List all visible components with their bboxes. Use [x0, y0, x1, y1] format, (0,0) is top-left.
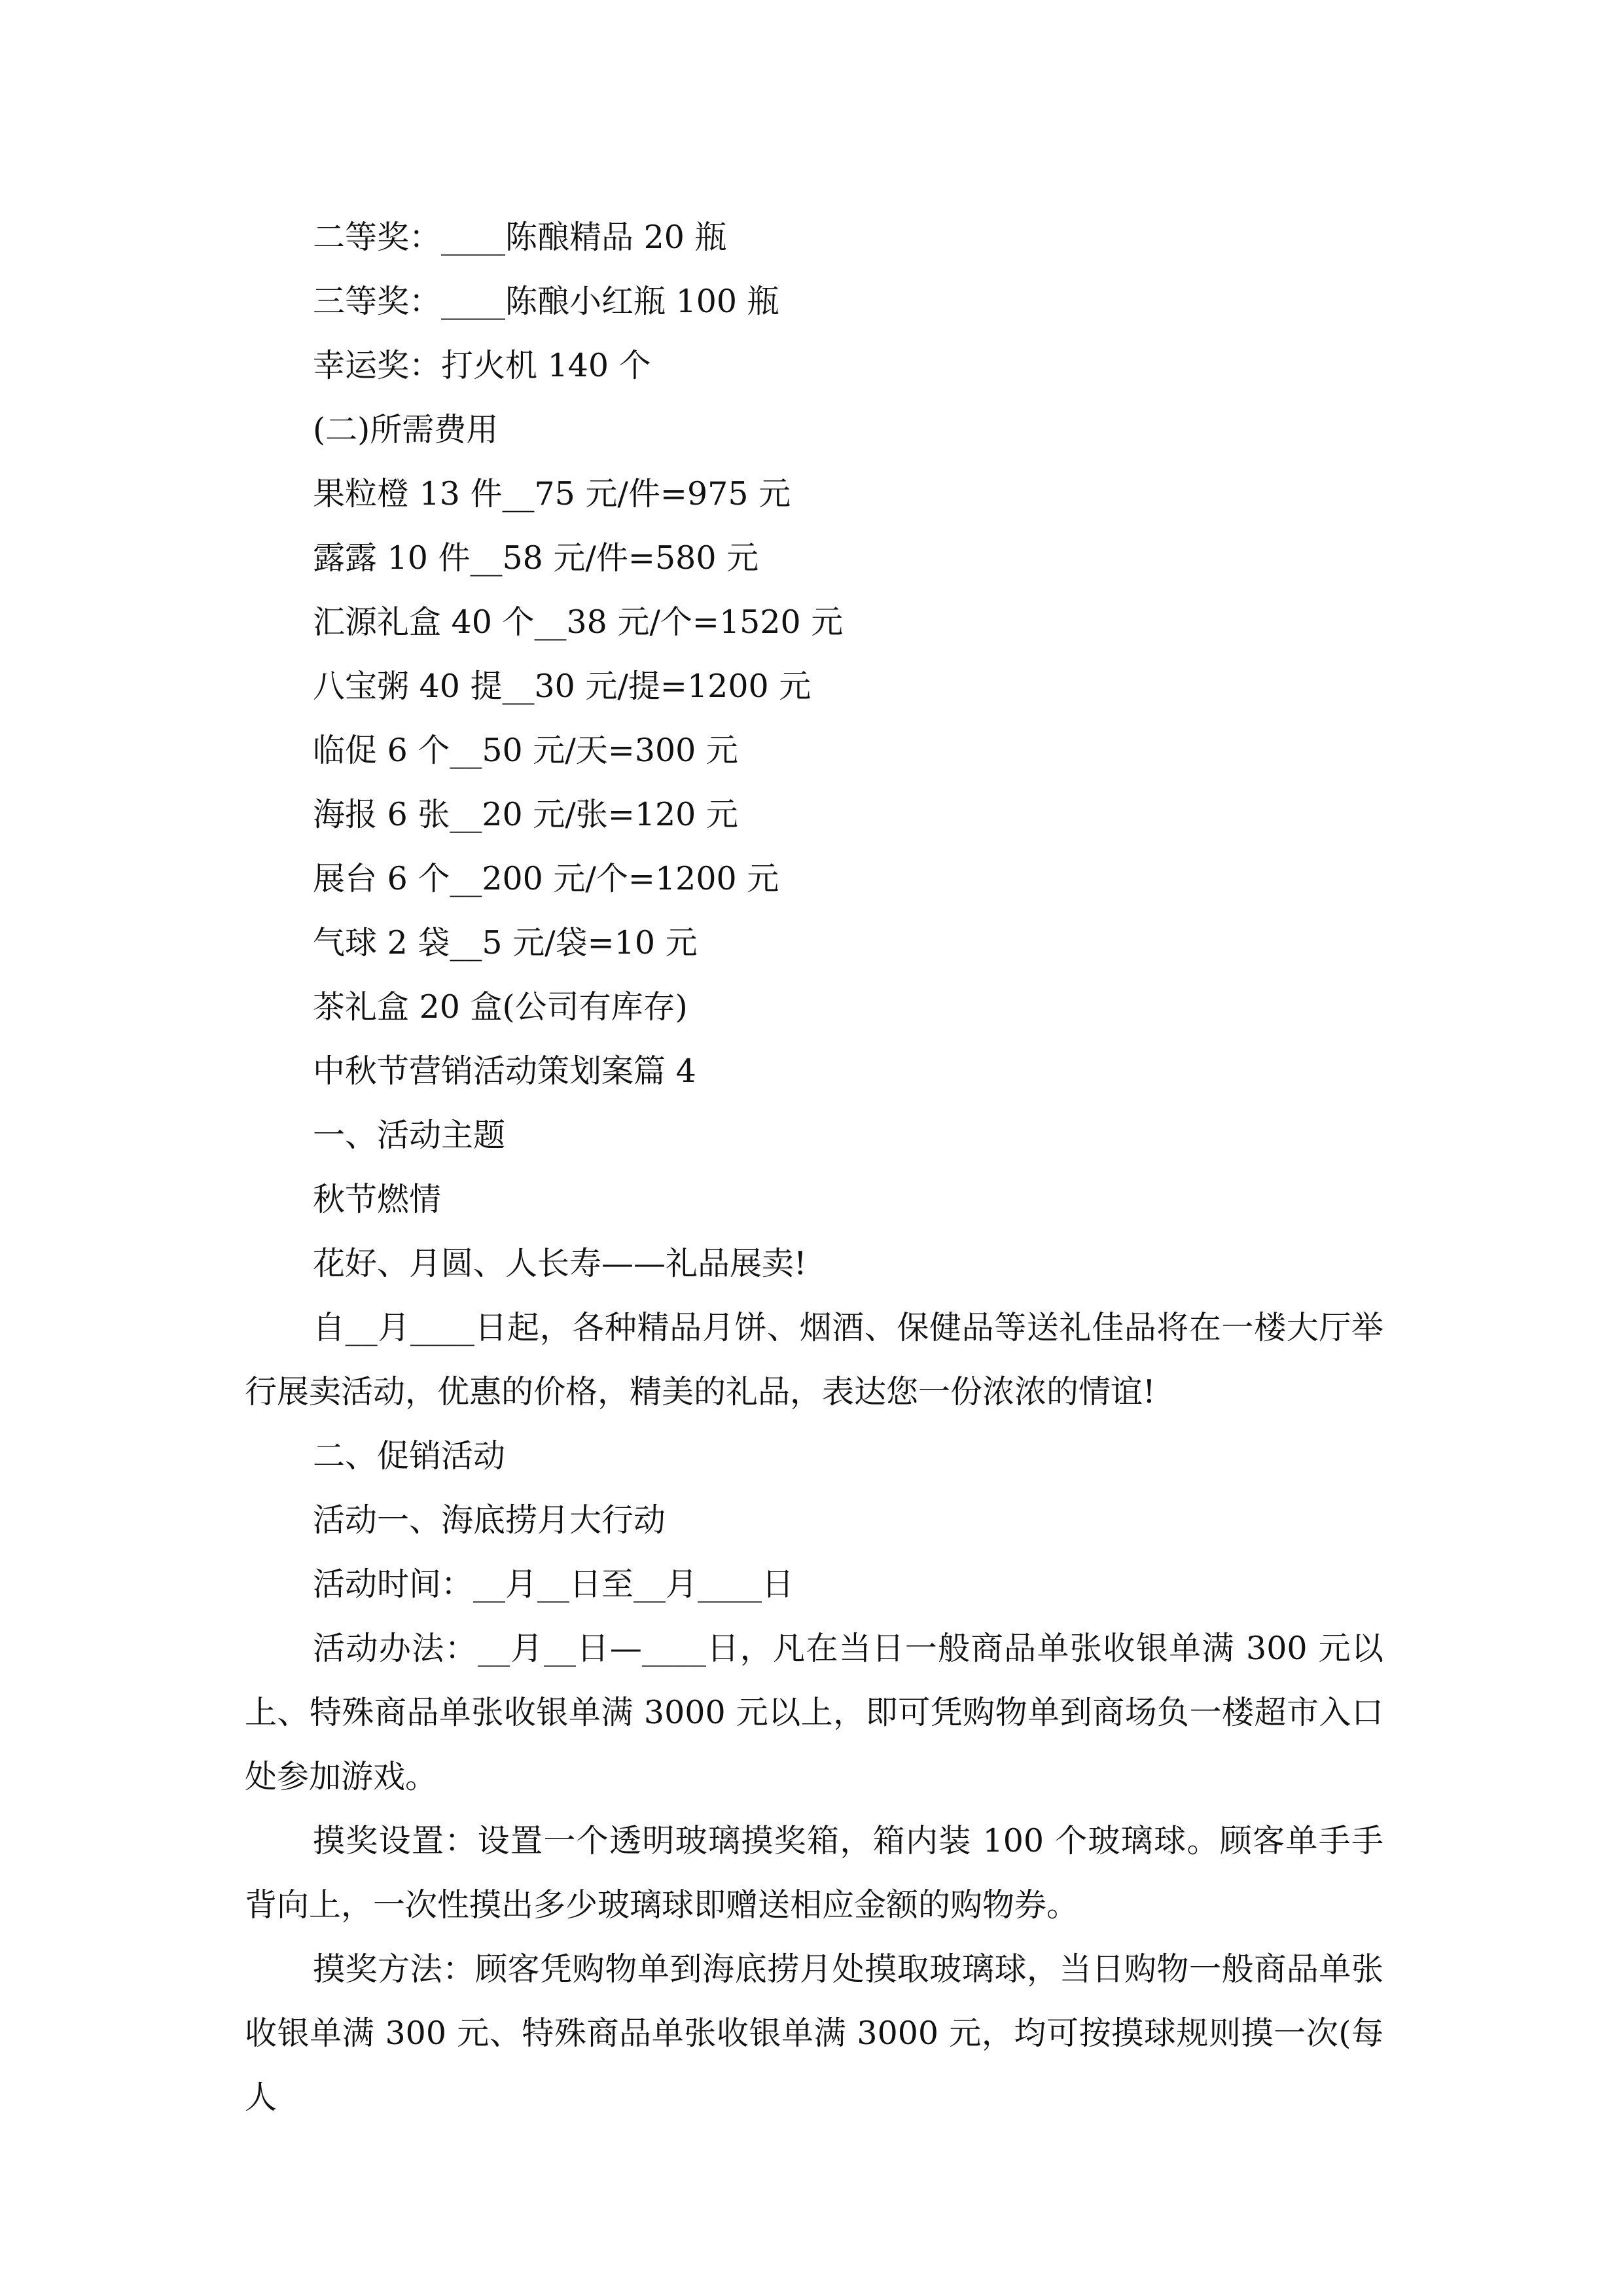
text-line: 活动时间：__月__日至__月____日 — [313, 1566, 794, 1603]
article-title: 中秋节营销活动策划案篇 4 — [313, 1052, 696, 1090]
text-line: 秋节燃情 — [313, 1181, 442, 1218]
text-line: 八宝粥 40 提__30 元/提=1200 元 — [313, 668, 812, 705]
text-line: 二等奖：____陈酿精品 20 瓶 — [313, 219, 727, 256]
text-line: 茶礼盒 20 盒(公司有库存) — [313, 988, 688, 1026]
text-line: 海报 6 张__20 元/张=120 元 — [313, 796, 738, 833]
paragraph: 摸奖方法：顾客凭购物单到海底捞月处摸取玻璃球，当日购物一般商品单张收银单满 300 元、特殊商品单张收银单满 3000 元，均可按摸球规则摸一次(每人 — [245, 1950, 1383, 2116]
text-line: 气球 2 袋__5 元/袋=10 元 — [313, 924, 698, 961]
text-line: 幸运奖：打火机 140 个 — [313, 347, 651, 384]
paragraph: 摸奖设置：设置一个透明玻璃摸奖箱，箱内装 100 个玻璃球。顾客单手手背向上，一次性摸出多少玻璃球即赠送相应金额的购物券。 — [245, 1822, 1383, 1924]
section-heading: (二)所需费用 — [313, 411, 499, 448]
text-line: 露露 10 件__58 元/件=580 元 — [313, 539, 759, 577]
text-line: 花好、月圆、人长寿——礼品展卖! — [313, 1245, 807, 1282]
text-line: 三等奖：____陈酿小红瓶 100 瓶 — [313, 283, 779, 320]
text-line: 临促 6 个__50 元/天=300 元 — [313, 732, 738, 769]
text-line: 汇源礼盒 40 个__38 元/个=1520 元 — [313, 603, 844, 641]
document-body — [245, 206, 1383, 2130]
paragraph: 自__月____日起，各种精品月饼、烟酒、保健品等送礼佳品将在一楼大厅举行展卖活动，优惠的价格，精美的礼品，表达您一份浓浓的情谊! — [245, 1309, 1383, 1410]
text-line: 展台 6 个__200 元/个=1200 元 — [313, 860, 779, 897]
text-line: 活动一、海底捞月大行动 — [313, 1501, 666, 1539]
section-heading: 一、活动主题 — [313, 1117, 506, 1154]
paragraph: 活动办法：__月__日—____日，凡在当日一般商品单张收银单满 300 元以上、特殊商品单张收银单满 3000 元以上，即可凭购物单到商场负一楼超市入口处参加游戏。 — [245, 1630, 1383, 1795]
text-line: 果粒橙 13 件__75 元/件=975 元 — [313, 475, 791, 512]
section-heading: 二、促销活动 — [313, 1437, 506, 1475]
